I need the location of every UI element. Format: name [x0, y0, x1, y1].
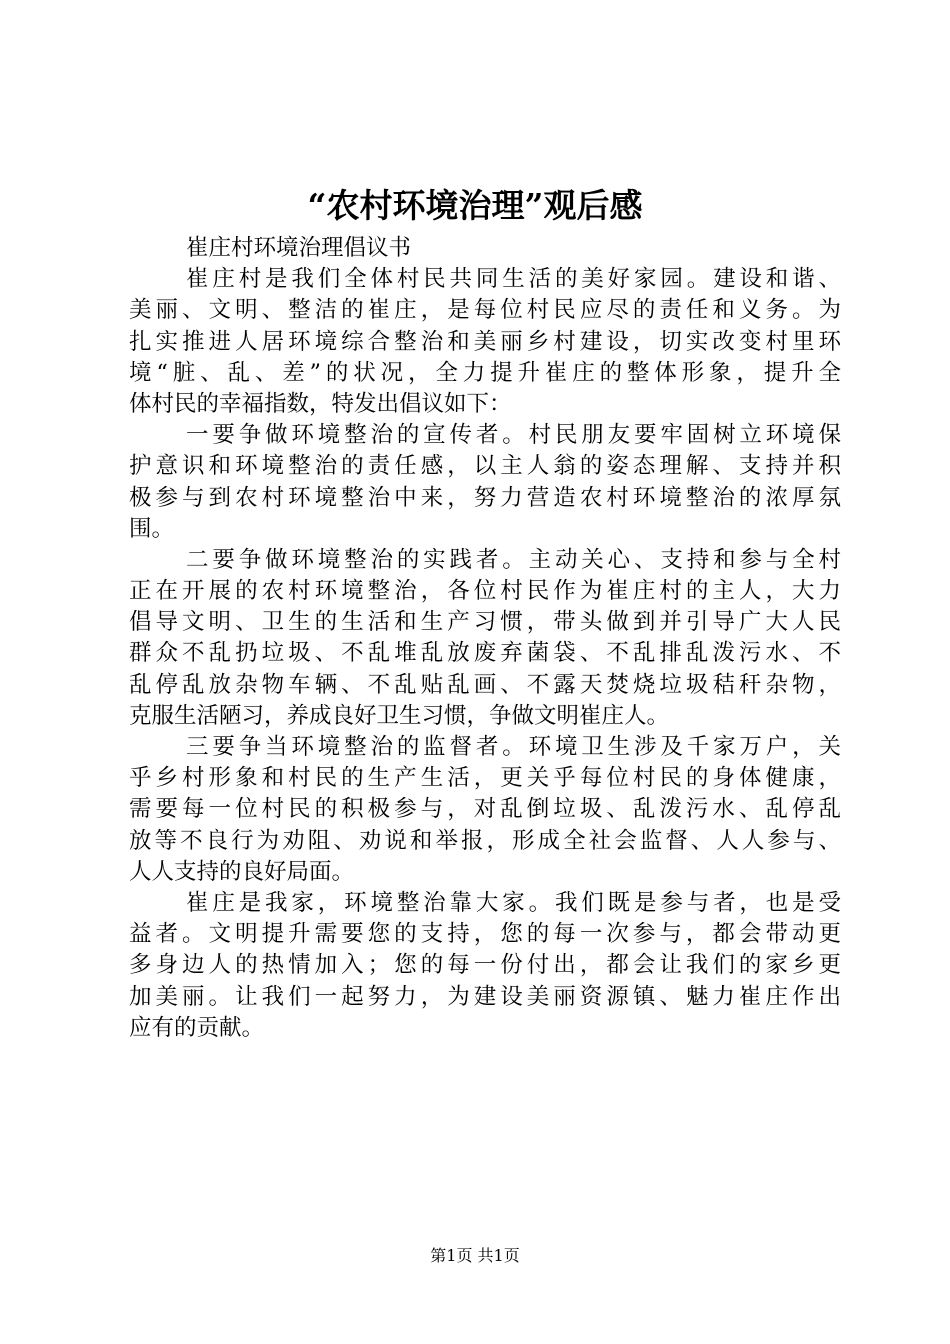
page-title: “农村环境治理”观后感 [307, 186, 643, 225]
text-line: 三要争当环境整治的监督者。环境卫生涉及千家万户，关 [186, 734, 841, 760]
text-line: 扎实推进人居环境综合整治和美丽乡村建设，切实改变村里环 [129, 328, 841, 355]
text-line: 克服生活陋习，养成良好卫生习惯，争做文明崔庄人。 [129, 702, 670, 729]
text-line: 崔庄村是我们全体村民共同生活的美好家园。建设和谐、 [186, 266, 841, 293]
text-line: 多身边人的热情加入；您的每一份付出，都会让我们的家乡更 [129, 952, 841, 979]
text-line: 人人支持的良好局面。 [129, 858, 355, 885]
text-line: 正在开展的农村环境整治，各位村民作为崔庄村的主人，大力 [129, 578, 841, 605]
text-line: 乎乡村形象和村民的生产生活，更关乎每位村民的身体健康， [129, 765, 841, 792]
page-number-footer: 第1页 共1页 [430, 1246, 520, 1265]
text-line: 放等不良行为劝阻、劝说和举报，形成全社会监督、人人参与、 [129, 827, 841, 854]
text-line: 群众不乱扔垃圾、不乱堆乱放废弃菌袋、不乱排乱泼污水、不 [129, 640, 841, 667]
text-line: 极参与到农村环境整治中来，努力营造农村环境整治的浓厚氛 [129, 484, 841, 511]
text-line: 护意识和环境整治的责任感，以主人翁的姿态理解、支持并积 [129, 453, 841, 480]
text-line: 美丽、文明、整洁的崔庄，是每位村民应尽的责任和义务。为 [129, 297, 841, 324]
text-line: 一要争做环境整治的宣传者。村民朋友要牢固树立环境保 [186, 422, 841, 449]
document-body [129, 233, 841, 1044]
text-line: 崔庄是我家，环境整治靠大家。我们既是参与者，也是受 [186, 889, 841, 916]
text-line: 二要争做环境整治的实践者。主动关心、支持和参与全村 [186, 546, 841, 573]
text-line: 乱停乱放杂物车辆、不乱贴乱画、不露天焚烧垃圾秸秆杂物， [129, 671, 841, 698]
text-line: 加美丽。让我们一起努力，为建设美丽资源镇、魅力崔庄作出 [129, 983, 841, 1010]
text-line: 崔庄村环境治理倡议书 [186, 235, 412, 261]
text-line: 倡导文明、卫生的生活和生产习惯，带头做到并引导广大人民 [129, 609, 841, 636]
text-line: 益者。文明提升需要您的支持，您的每一次参与，都会带动更 [129, 921, 841, 948]
text-line: 应有的贡献。 [129, 1014, 265, 1041]
text-line: 体村民的幸福指数，特发出倡议如下： [129, 390, 512, 417]
text-line: 围。 [129, 515, 175, 542]
text-line: 需要每一位村民的积极参与，对乱倒垃圾、乱泼污水、乱停乱 [129, 796, 841, 823]
text-line: 境“脏、乱、差”的状况，全力提升崔庄的整体形象，提升全 [129, 359, 841, 386]
